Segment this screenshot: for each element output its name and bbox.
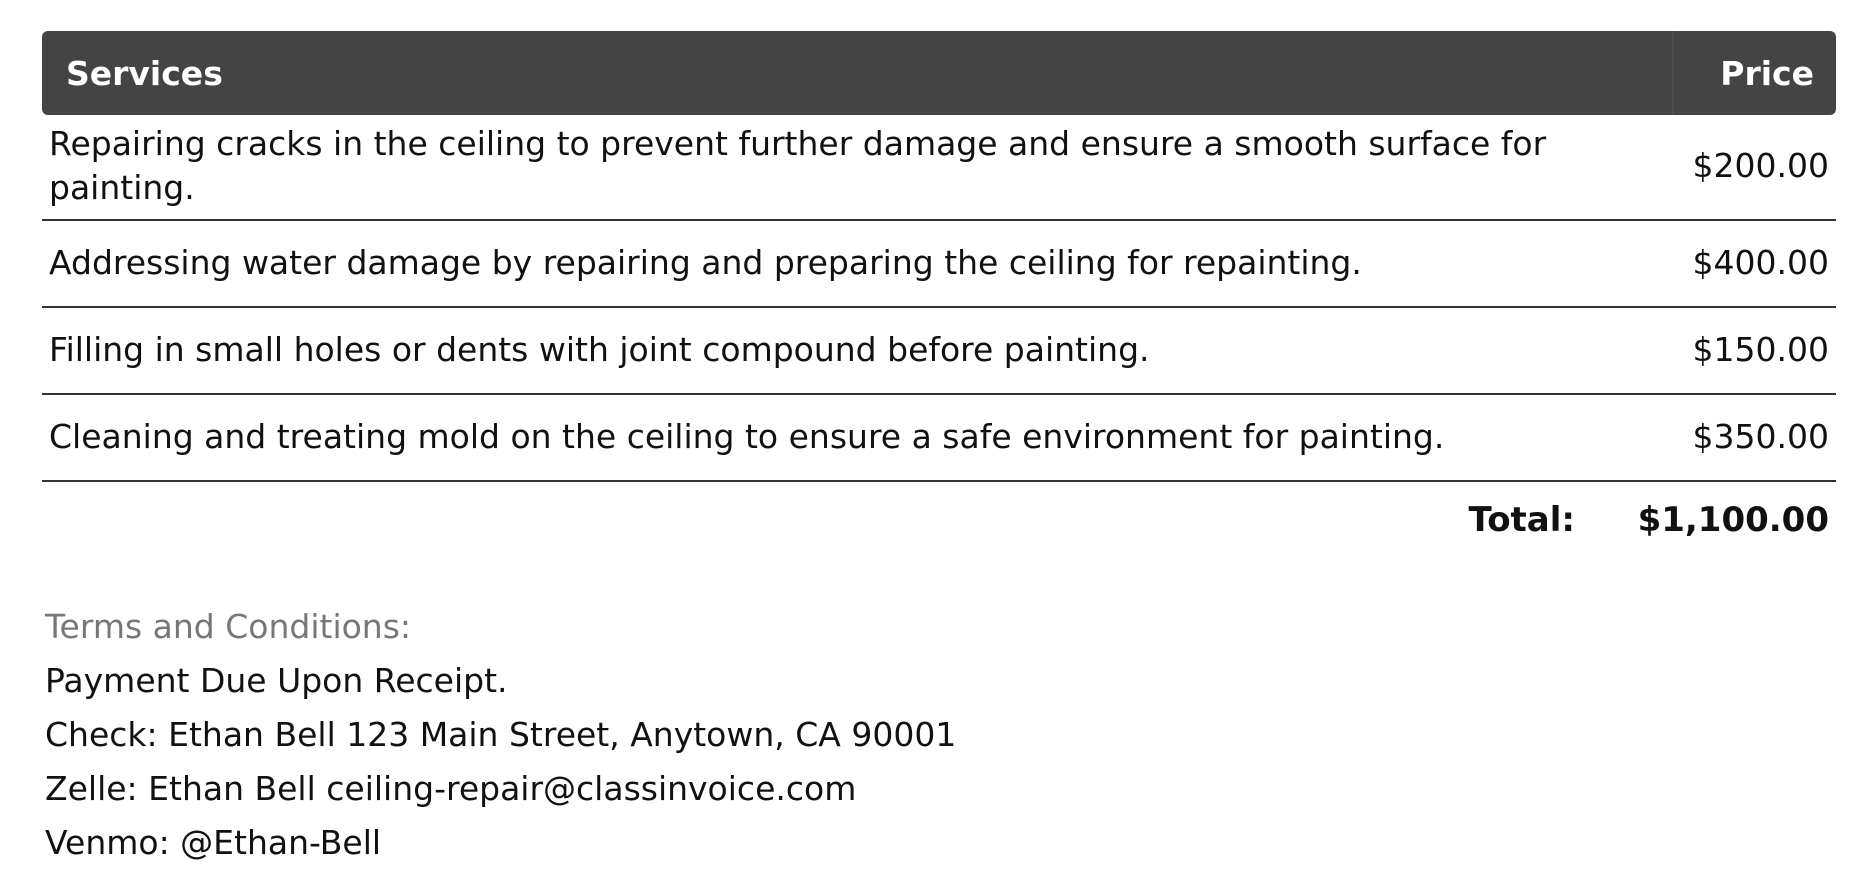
terms-venmo-info: Venmo: @Ethan-Bell — [45, 823, 382, 862]
table-row — [42, 115, 1836, 221]
service-price: $150.00 — [1674, 308, 1836, 395]
service-description: Filling in small holes or dents with joint compound before painting. — [42, 308, 1674, 395]
total-label: Total: — [1468, 500, 1575, 540]
terms-zelle-info: Zelle: Ethan Bell ceiling-repair@classinvoice.com — [45, 769, 857, 808]
terms-title: Terms and Conditions: — [45, 607, 412, 646]
table-row — [42, 221, 1836, 308]
service-price: $400.00 — [1674, 221, 1836, 308]
table-header-row — [42, 31, 1836, 115]
terms-payment-due: Payment Due Upon Receipt. — [45, 661, 508, 700]
price-column-header: Price — [1674, 31, 1836, 115]
table-row — [42, 395, 1836, 482]
services-table — [42, 31, 1836, 482]
terms-section — [45, 600, 956, 870]
table-body — [42, 115, 1836, 482]
terms-check-info: Check: Ethan Bell 123 Main Street, Anytown, CA 90001 — [45, 715, 957, 754]
total-row — [42, 482, 1836, 568]
services-column-header: Services — [42, 31, 1674, 115]
total-value: $1,100.00 — [1637, 500, 1829, 540]
service-description: Addressing water damage by repairing and preparing the ceiling for repainting. — [42, 221, 1674, 308]
service-price: $350.00 — [1674, 395, 1836, 482]
invoice-services-section — [42, 31, 1836, 568]
service-description: Cleaning and treating mold on the ceiling to ensure a safe environment for painting. — [42, 395, 1674, 482]
service-description: Repairing cracks in the ceiling to prevent further damage and ensure a smooth surface for painting. — [42, 115, 1674, 221]
table-row — [42, 308, 1836, 395]
table-header — [42, 31, 1836, 115]
service-price: $200.00 — [1674, 115, 1836, 221]
